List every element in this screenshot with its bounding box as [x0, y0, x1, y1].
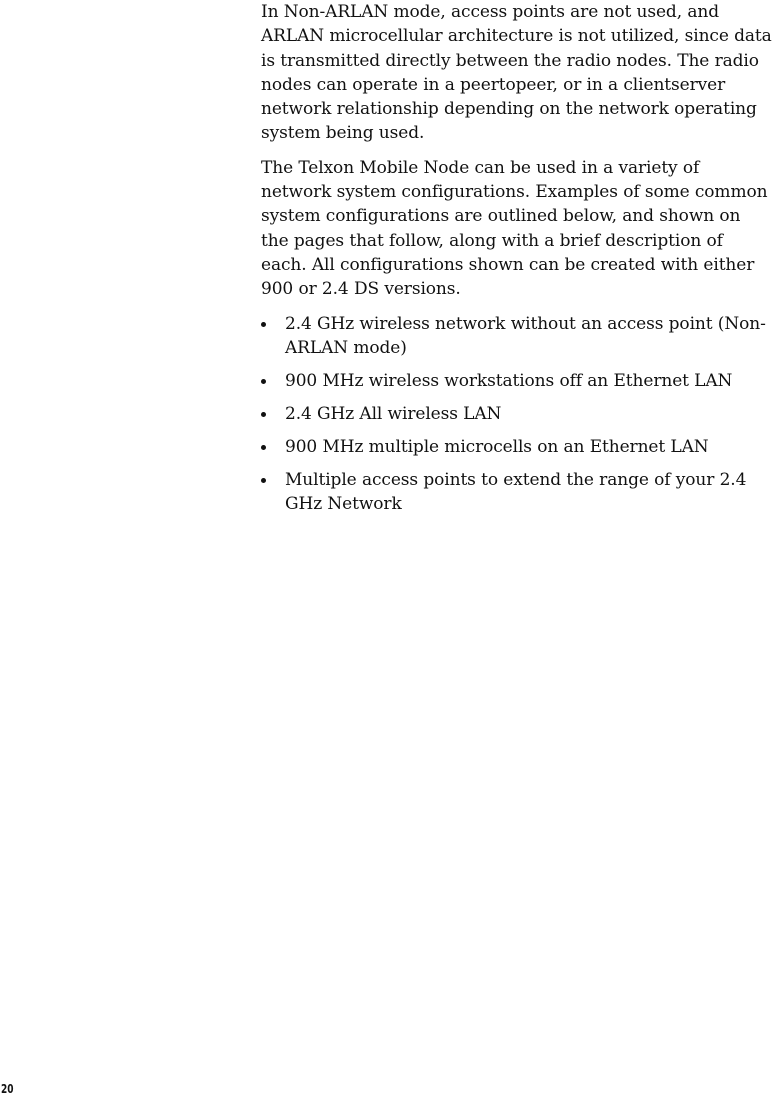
list-item: [261, 468, 773, 516]
list-item-text: 2.4 GHz All wireless LAN: [285, 403, 502, 424]
list-item: [261, 402, 773, 426]
paragraph-configurations-intro: The Telxon Mobile Node can be used in a variety of network system configurations. Examples of some common system configurations are outlined below, and shown on the pages that follow, along with a brief description of each. All configurations shown can be created with either 900 or 2.4 DS versions.: [261, 157, 768, 300]
list-item-text: Multiple access points to extend the range of your 2.4 GHz Network: [285, 469, 747, 514]
list-item-text: 900 MHz wireless workstations off an Ethernet LAN: [285, 370, 733, 391]
list-item: [261, 312, 773, 360]
bullet-icon: [261, 478, 266, 483]
bullet-icon: [261, 322, 266, 327]
paragraph-non-arlan-mode: In Non-ARLAN mode, access points are not used, and ARLAN microcellular architecture is not utilized, since data is transmitted directly between the radio nodes. The radio nodes can operate in a peertopeer, or in a clientserver network relationship depending on the network operating system being used.: [261, 2, 772, 144]
bullet-icon: [261, 379, 266, 384]
bullet-icon: [261, 445, 266, 450]
document-body: [261, 0, 773, 525]
list-item-text: 2.4 GHz wireless network without an access point (Non-ARLAN mode): [285, 313, 766, 358]
list-item: [261, 369, 773, 393]
list-item: [261, 435, 773, 459]
bullet-icon: [261, 412, 266, 417]
page-number: 20: [1, 1082, 14, 1096]
list-item-text: 900 MHz multiple microcells on an Ethernet LAN: [285, 436, 709, 457]
configurations-list: [261, 312, 773, 516]
